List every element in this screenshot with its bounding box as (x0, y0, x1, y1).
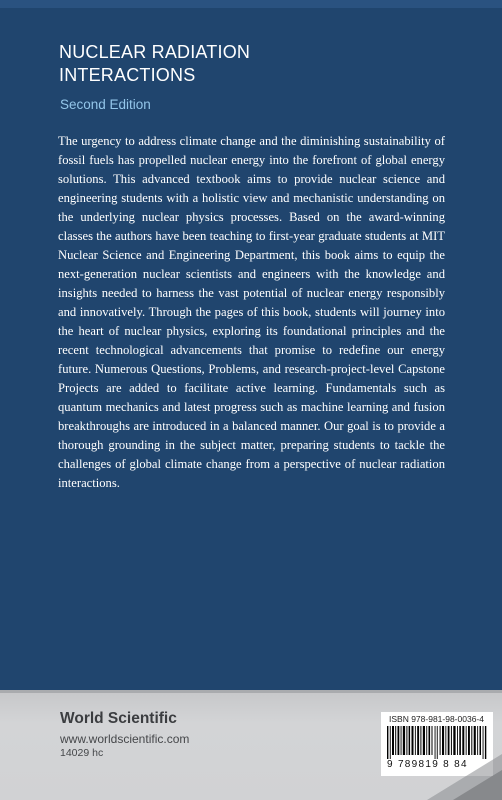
barcode-digits: 9 789819 8 84 (387, 759, 468, 770)
book-description: The urgency to address climate change and the diminishing sustainability of fossil fuels has propelled nuclear energy into the forefront of global energy solutions. This advanced textbook aims to provide nuclear science and engineering students with a holistic view and mechanistic understanding on the underlying nuclear physics processes. Based on the award-winning classes the authors have been teaching to first-year graduate students at MIT Nuclear Science and Engineering Department, this book aims to equip the next-generation nuclear scientists and engineers with the knowledge and insights needed to harness the vast potential of nuclear energy responsibly and innovatively. Through the pages of this book, students will journey into the heart of nuclear physics, exploring its foundational principles and the recent technological advancements that promise to redefine our energy future. Numerous Questions, Problems, and research-project-level Capstone Projects are added to facilitate active learning. Fundamentals such as quantum mechanics and latest progress such as machine learning and fusion breakthroughs are introduced in a balanced manner. Our goal is to provide a thorough grounding in the subject matter, preparing students to tackle the challenges of global climate change from a perspective of nuclear radiation interactions. (58, 134, 445, 490)
watermark-overlay-icon (409, 754, 502, 800)
publisher-name: World Scientific (60, 710, 177, 727)
title-line-2: INTERACTIONS (59, 65, 196, 85)
edition-label: Second Edition (60, 97, 151, 112)
footer-divider (0, 690, 502, 693)
cover-top-edge (0, 0, 502, 8)
book-title (59, 41, 250, 87)
title-line-1: NUCLEAR RADIATION (59, 42, 251, 62)
publisher-url: www.worldscientific.com (60, 732, 190, 746)
publisher-code: 14029 hc (60, 747, 104, 759)
isbn-label: ISBN 978-981-98-0036-4 (389, 714, 484, 724)
